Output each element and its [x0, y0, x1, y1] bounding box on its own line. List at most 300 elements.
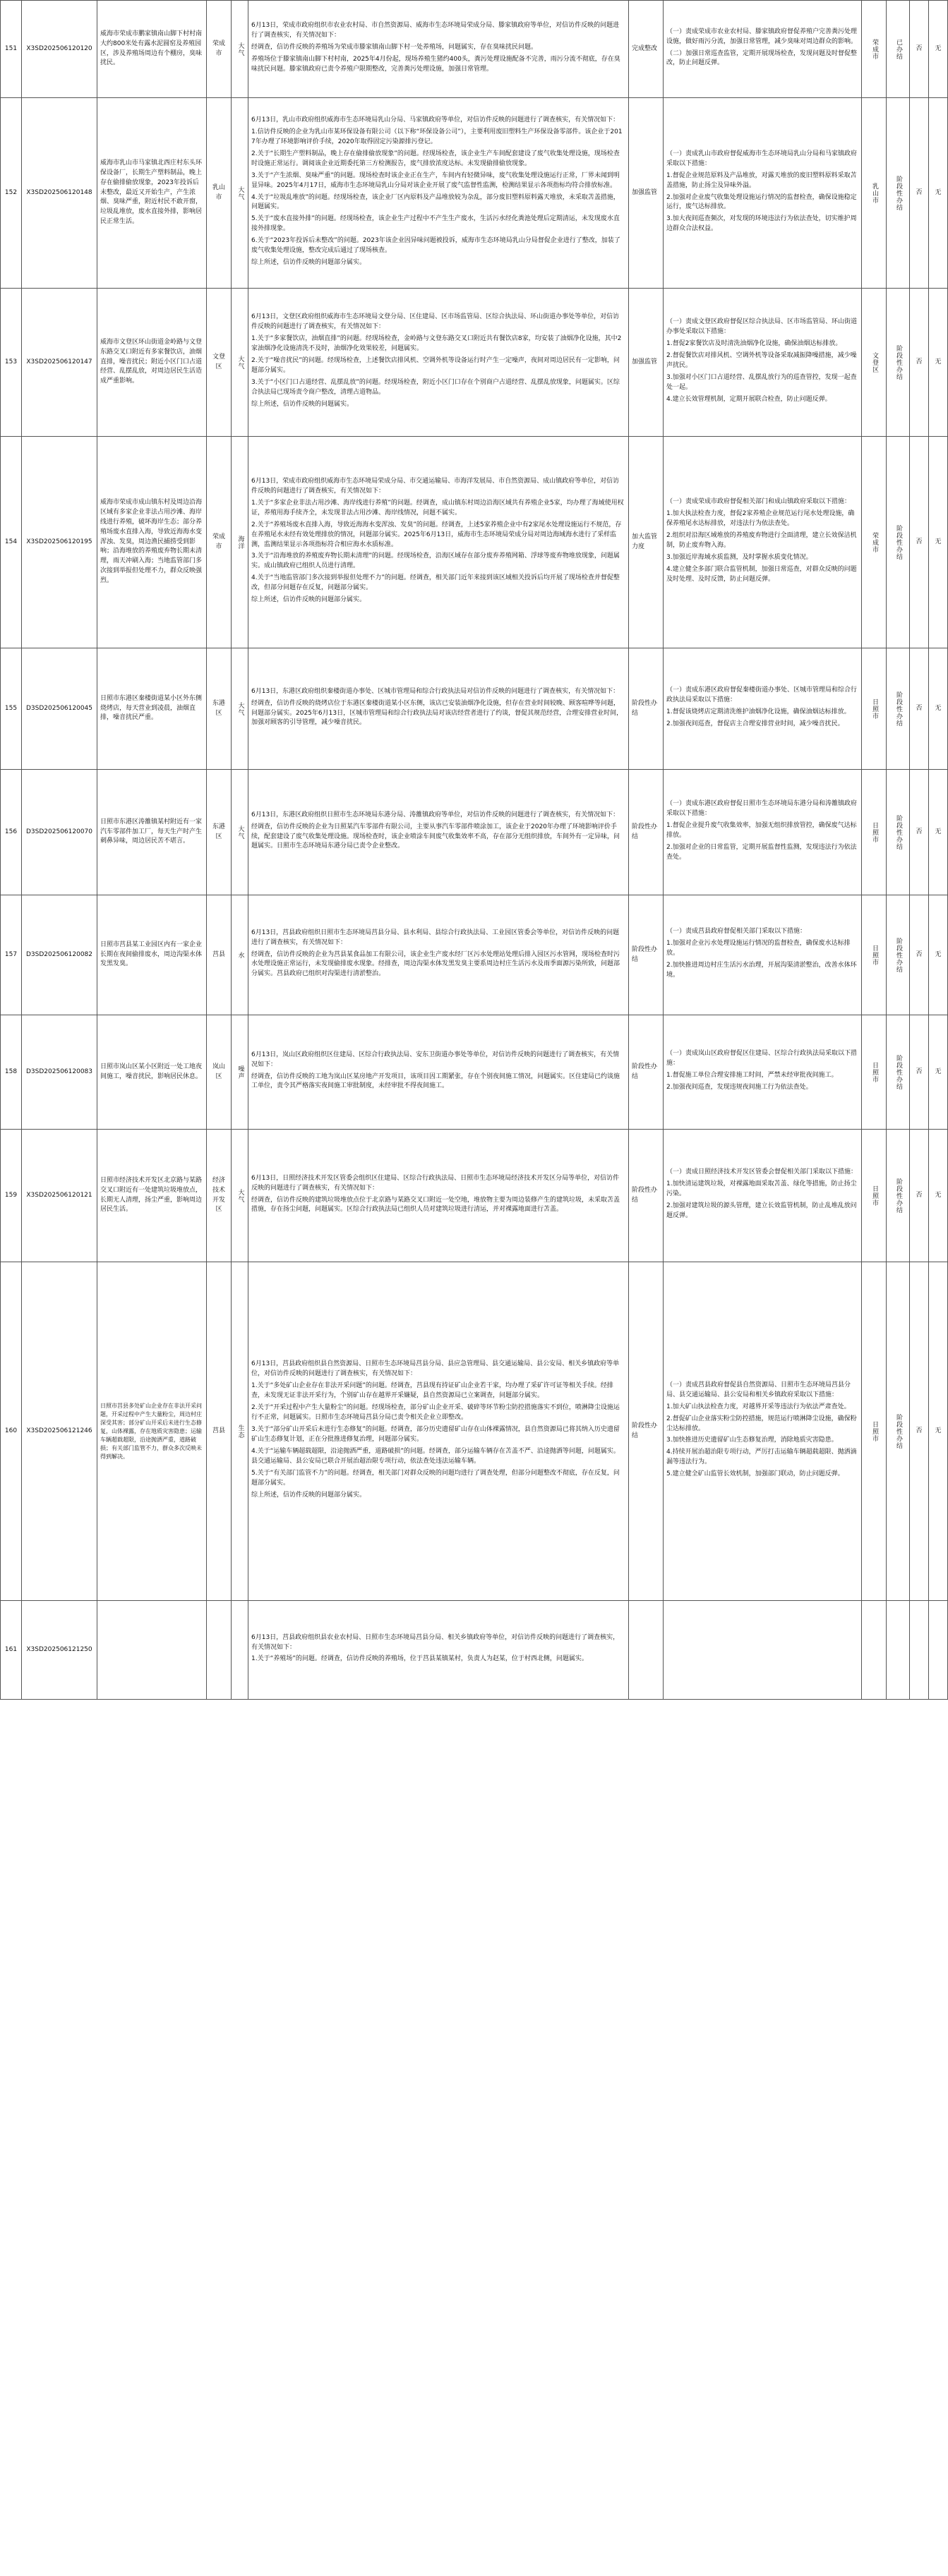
accountability-text: 否 — [916, 188, 923, 196]
rectification-paragraph: 3.加强对小区门口占道经营、乱摆乱放行为的巡查管控，发现一起查处一起。 — [666, 373, 857, 391]
verification-paragraph: 4.关于“运输车辆超载超限，沿途抛洒严重，道路破损”的问题。经调查，部分运输车辆存在苫盖不严、沿途抛洒等问题，问题属实。县交通运输局、县公安局已联合开展治超治限专项行动，依法查处违法运输车辆。 — [251, 1447, 620, 1465]
responsible-city-cell — [862, 1015, 887, 1130]
issue-cell — [97, 770, 207, 895]
accountability-text: 否 — [916, 44, 923, 52]
issue-text: 日照市莒县多处矿山企业存在非法开采问题，开采过程中产生大量粉尘，周边村庄深受其害；部分矿山开采后未进行生态修复，山体裸露，存在地质灾害隐患；运输车辆超载超限，沿途抛洒严重，道路破损；有关部门监管不力，群众多次反映未得到解决。 — [100, 1402, 202, 1460]
status-cell — [629, 1262, 664, 1601]
table-row — [1, 437, 948, 648]
rectification-cell — [664, 1601, 862, 1700]
pollution-type-text: 大气 — [236, 186, 244, 200]
area-text: 荣成市 — [212, 40, 225, 57]
verification-paragraph: 1.关于“多处矿山企业存在非法开采问题”的问题。经调查，莒县现有持证矿山企业若干家，均办理了采矿许可证等相关手续。经排查，未发现无证非法开采行为，个别矿山存在越界开采嫌疑，县自然资源局已立案调查，问题部分属实。 — [251, 1382, 613, 1400]
rectification-paragraph: （一）责成东港区政府督促秦楼街道办事处、区城市管理局和综合行政执法局采取以下措施： — [666, 687, 858, 704]
verification-paragraph: 综上所述，信访件反映的问题部分属实。 — [251, 596, 366, 604]
rectification-paragraph: 2.督促餐饮店对排风机、空调外机等设备采取减振降噪措施，减少噪声扰民。 — [666, 352, 857, 369]
verification-paragraph: 2.关于“养殖场废水直排入海，导致近海海水变浑浊、发臭”的问题。经调查，上述5家养殖企业中有2家尾水处理设施运行不规范，存在养殖尾水未经有效处理排放的情况，问题部分属实。2025年6月13日，威海市生态环境局荣成分局对周边海域海水进行了采样监测，监测结果显示各项指标符合相应海水水质标准。 — [251, 521, 622, 548]
status-cell — [629, 1015, 664, 1130]
accountability-text: 否 — [916, 950, 923, 958]
remarks-cell — [929, 648, 948, 770]
completion-cell — [887, 98, 910, 289]
remarks-text: 无 — [935, 704, 942, 712]
responsible-city-text: 荣成市 — [870, 531, 878, 553]
status-text: 阶段性办结 — [632, 823, 658, 840]
accountability-cell — [910, 1262, 929, 1601]
issue-cell — [97, 1262, 207, 1601]
rectification-paragraph: （一）责成莒县政府督促相关部门采取以下措施： — [666, 928, 807, 936]
issue-cell — [97, 1015, 207, 1130]
verification-paragraph: 经调查，信访件反映的工地为岚山区某房地产开发项目，该项目因工期紧张，存在个别夜间施工情况，问题属实。区住建局已约谈施工单位，责令其严格落实夜间施工审批制度，未经审批不得夜间施工。 — [251, 1072, 620, 1090]
verification-paragraph: 4.关于“垃圾乱堆放”的问题。经现场检查，该企业厂区内原料及产品堆放较为杂乱，部分废旧塑料原料露天堆放，未采取苫盖措施，问题属实。 — [251, 193, 620, 211]
completion-cell — [887, 1601, 910, 1700]
pollution-type-cell — [232, 770, 248, 895]
issue-cell — [97, 437, 207, 648]
verification-paragraph: 3.关于“沿海堆放的养殖废弃物长期未清理”的问题。经现场检查，沿海区域存在部分废弃养殖网箱、浮球等废弃物堆放现象，问题属实。成山镇政府已组织人员进行清理。 — [251, 552, 620, 570]
table-row — [1, 1130, 948, 1262]
pollution-type-cell — [232, 437, 248, 648]
completion-cell — [887, 895, 910, 1015]
status-text: 阶段性办结 — [632, 699, 658, 717]
accountability-cell — [910, 1, 929, 98]
petition-code-text: D3SD202506120082 — [25, 950, 92, 958]
status-cell — [629, 289, 664, 437]
row-number-text: 154 — [4, 538, 18, 545]
remarks-cell — [929, 1601, 948, 1700]
verification-paragraph: 1.关于“多家企业非法占用沙滩、海岸线进行养殖”的问题。经调查，成山镇东村周边沿海区域共有养殖企业5家，均办理了海域使用权证，养殖用海手续齐全，未发现非法占用沙滩、海岸线情况，问题不属实。 — [251, 499, 624, 516]
issue-text: 威海市荣成市鹏家镇南山脚下村村南大约800米处有露水泥圆窑及养殖园区，涉及养殖场周边有个棚房，臭味扰民。 — [100, 30, 203, 67]
status-text: 阶段性办结 — [632, 1186, 658, 1204]
verification-paragraph: 经调查，信访件反映的养殖场为荣成市滕家镇南山脚下村一处养殖场，问题属实，存在臭味扰民问题。 — [251, 44, 538, 52]
responsible-city-cell — [862, 437, 887, 648]
accountability-cell — [910, 770, 929, 895]
responsible-city-cell — [862, 1130, 887, 1262]
status-cell — [629, 895, 664, 1015]
petition-code — [22, 770, 97, 895]
verification-paragraph: 6月13日，东港区政府组织秦楼街道办事处、区城市管理局和综合行政执法局对信访件反映的问题进行了调查核实，有关情况如下： — [251, 687, 620, 695]
rectification-paragraph: 1.加大执法检查力度，督促2家养殖企业规范运行尾水处理设施，确保养殖尾水达标排放，对违法行为依法查处。 — [666, 510, 855, 528]
verification-cell — [248, 1130, 629, 1262]
verification-cell — [248, 770, 629, 895]
responsible-city-text: 荣成市 — [870, 38, 878, 60]
rectification-cell — [664, 98, 862, 289]
remarks-cell — [929, 1130, 948, 1262]
status-cell — [629, 770, 664, 895]
verification-paragraph: 2.关于“长期生产塑料制品，晚上存在偷排偷放现象”的问题。经现场检查，该企业生产车间配套建设了废气收集处理设施，现场检查时设施正常运行。调阅该企业近期委托第三方检测报告，废气排放浓度达标。未发现偷排偷放现象。 — [251, 150, 620, 167]
rectification-paragraph: 4.建立长效管理机制，定期开展联合检查，防止问题反弹。 — [666, 395, 832, 403]
verification-paragraph: 6月13日，莒县政府组织县自然资源局、日照市生态环境局莒县分局、县应急管理局、县交通运输局、县公安局、相关乡镇政府等单位，对信访件反映的问题进行了调查核实，有关情况如下： — [251, 1360, 620, 1378]
table-row — [1, 1, 948, 98]
area-cell — [207, 770, 232, 895]
verification-cell — [248, 289, 629, 437]
table-row — [1, 289, 948, 437]
completion-text: 阶段性办结 — [894, 344, 902, 380]
petition-code-text: X3SD202506120195 — [26, 538, 92, 545]
verification-paragraph: 经调查，信访件反映的企业为日照某汽车零部件有限公司，主要从事汽车零部件喷涂加工，该企业于2020年办理了环境影响评价手续，配套建设了废气收集处理设施。现场检查时，该企业喷涂车间废气收集效率不高，存在部分无组织排放，车间外有一定异味，问题属实。日照市生态环境局东港分局已责令企业整改。 — [251, 823, 620, 850]
pollution-type-text: 大气 — [236, 825, 244, 840]
area-cell — [207, 1, 232, 98]
accountability-cell — [910, 1130, 929, 1262]
issue-cell — [97, 895, 207, 1015]
rectification-paragraph: 5.建立健全矿山监管长效机制，加强部门联动，防止问题反弹。 — [666, 1470, 844, 1478]
rectification-cell — [664, 1, 862, 98]
completion-cell — [887, 770, 910, 895]
status-cell — [629, 648, 664, 770]
row-number — [1, 648, 22, 770]
row-number-text: 151 — [4, 44, 18, 52]
completion-cell — [887, 1, 910, 98]
responsible-city-cell — [862, 895, 887, 1015]
area-text: 荣成市 — [212, 533, 225, 550]
verification-paragraph: 综上所述，信访件反映的问题部分属实。 — [251, 1491, 366, 1499]
issue-text: 日照市经济技术开发区北京路与某路交叉口附近有一处建筑垃圾堆放点，长期无人清理，扬尘严重，影响周边居民生活。 — [100, 1176, 203, 1214]
responsible-city-text: 日照市 — [870, 698, 878, 720]
completion-text: 阶段性办结 — [894, 524, 902, 560]
rectification-paragraph: 4.持续开展治超治限专项行动，严厉打击运输车辆超载超限、抛洒滴漏等违法行为。 — [666, 1449, 857, 1466]
verification-paragraph: 经调查，信访件反映的烧烤店位于东港区秦楼街道某小区东侧，该店已安装油烟净化设施，但存在营业时间较晚、顾客喧哗等问题，问题部分属实。2025年6月13日，区城市管理局和综合行政执法局对该店经营者进行了约谈，督促其规范经营，合理安排营业时间，加强对顾客的引导管理，减少噪音扰民。 — [251, 699, 623, 727]
rectification-paragraph: 3.加大夜间巡查频次，对发现的环境违法行为依法查处，切实维护周边群众合法权益。 — [666, 215, 857, 233]
completion-cell — [887, 1262, 910, 1601]
area-text: 莒县 — [212, 950, 225, 958]
petition-code-text: X3SD202506121250 — [26, 1645, 92, 1653]
status-text: 完成整改 — [632, 44, 658, 52]
row-number-text: 161 — [4, 1645, 18, 1653]
verification-paragraph: 6月13日，荣成市政府组织威海市生态环境局荣成分局、市交通运输局、市海洋发展局、市自然资源局、成山镇政府等单位，对信访件反映的问题进行了调查核实，有关情况如下： — [251, 477, 620, 495]
pollution-type-cell — [232, 289, 248, 437]
verification-paragraph: 经调查，信访件反映的企业为莒县某食品加工有限公司，该企业生产废水经厂区污水处理站处理后排入园区污水管网，现场检查时污水处理设施正常运行，未发现偷排废水现象。经排查，周边沟渠水体发黑发臭主要系周边村庄生活污水及雨季面源污染所致，问题部分属实。莒县政府已组织对沟渠进行清淤整治。 — [251, 950, 620, 978]
accountability-cell — [910, 648, 929, 770]
area-text: 莒县 — [212, 1427, 225, 1434]
table-row — [1, 770, 948, 895]
verification-paragraph: 4.关于“当地监管部门多次接到举报但处理不力”的问题。经调查，相关部门近年来接到该区域相关投诉后均开展了现场检查并督促整改，但部分问题存在反复，问题部分属实。 — [251, 574, 620, 592]
petition-code-text: D3SD202506120045 — [25, 704, 92, 712]
completion-text: 阶段性办结 — [894, 937, 902, 973]
responsible-city-text: 日照市 — [870, 944, 878, 966]
rectification-paragraph: 1.督促施工单位合理安排施工时间，严禁未经审批夜间施工。 — [666, 1072, 838, 1079]
remarks-cell — [929, 895, 948, 1015]
rectification-cell — [664, 289, 862, 437]
rectification-paragraph: （一）责成荣成市政府督促相关部门和成山镇政府采取以下措施： — [666, 498, 851, 506]
rectification-paragraph: 2.组织对沿海区域堆放的养殖废弃物进行全面清理，建立长效保洁机制，防止废弃物入海。 — [666, 532, 857, 549]
row-number-text: 159 — [4, 1191, 18, 1199]
petition-code-text: X3SD202506120120 — [26, 44, 92, 52]
petition-code — [22, 289, 97, 437]
issue-text: 日照市东港区涛雒镇某村附近有一家汽车零部件加工厂，每天生产时产生刺鼻异味，周边居民苦不堪言。 — [100, 818, 203, 845]
table-row — [1, 1601, 948, 1700]
responsible-city-text: 日照市 — [870, 1185, 878, 1207]
rectification-paragraph: 2.督促矿山企业落实粉尘防控措施，规范运行喷淋降尘设施，确保粉尘达标排放。 — [666, 1415, 857, 1432]
verification-paragraph: 3.关于“产生浓烟、臭味严重”的问题。现场检查时该企业正在生产，车间内有轻微异味，废气收集处理设施运行正常，厂界未闻到明显异味。2025年4月17日，威海市生态环境局乳山分局对该企业开展了废气监督性监测，检测结果显示各项指标均符合排放标准。 — [251, 171, 620, 189]
accountability-cell — [910, 1601, 929, 1700]
verification-cell — [248, 98, 629, 289]
issue-cell — [97, 1130, 207, 1262]
responsible-city-text: 日照市 — [870, 1061, 878, 1083]
area-cell — [207, 1130, 232, 1262]
verification-paragraph: 6月13日，乳山市政府组织威海市生态环境局乳山分局、马家镇政府等单位，对信访件反映的问题进行了调查核实，有关情况如下： — [251, 116, 620, 123]
petition-code — [22, 648, 97, 770]
row-number-text: 156 — [4, 828, 18, 835]
verification-cell — [248, 1601, 629, 1700]
rectification-cell — [664, 1130, 862, 1262]
pollution-type-text: 大气 — [236, 701, 244, 716]
issue-cell — [97, 98, 207, 289]
petition-code — [22, 437, 97, 648]
table-row — [1, 1015, 948, 1130]
row-number-text: 160 — [4, 1427, 18, 1434]
area-cell — [207, 1015, 232, 1130]
row-number — [1, 770, 22, 895]
verification-paragraph: 6月13日，莒县政府组织县农业农村局、日照市生态环境局莒县分局、相关乡镇政府等单位，对信访件反映的问题进行了调查核实，有关情况如下： — [251, 1633, 620, 1651]
row-number — [1, 98, 22, 289]
table-row — [1, 98, 948, 289]
area-text: 乳山市 — [212, 183, 225, 201]
completion-text: 阶段性办结 — [894, 175, 902, 211]
verification-paragraph: 5.关于“有关部门监管不力”的问题。经调查，相关部门对群众反映的问题均进行了调查处理，但部分问题整改不彻底，存在反复，问题部分属实。 — [251, 1469, 620, 1487]
rectification-cell — [664, 1262, 862, 1601]
petition-code-text: X3SD202506120148 — [26, 188, 92, 196]
area-cell — [207, 437, 232, 648]
remarks-text: 无 — [935, 358, 942, 365]
accountability-cell — [910, 98, 929, 289]
issue-cell — [97, 1601, 207, 1700]
row-number-text: 153 — [4, 358, 18, 365]
rectification-paragraph: 1.督促2家餐饮店及时清洗油烟净化设施，确保油烟达标排放。 — [666, 340, 842, 348]
remarks-text: 无 — [935, 1068, 942, 1075]
issue-text: 威海市乳山市马家镇北西庄村东头环保设备厂，长期生产塑料制品，晚上存在偷排偷放现象，2023年投诉后未整改，最近又开始生产，产生浓烟、臭味严重，附近村民不敢开窗，垃圾乱堆放，废水直接外排，影响居民正常生活。 — [100, 159, 203, 226]
remarks-cell — [929, 770, 948, 895]
rectification-paragraph: 3.加快推进历史遗留矿山生态修复治理，消除地质灾害隐患。 — [666, 1437, 838, 1444]
petition-code-text: X3SD202506120121 — [26, 1191, 92, 1199]
row-number — [1, 1262, 22, 1601]
accountability-text: 否 — [916, 538, 923, 545]
verification-paragraph: 经调查，信访件反映的建筑垃圾堆放点位于北京路与某路交叉口附近一处空地，堆放物主要为周边装修产生的建筑垃圾，未采取苫盖措施，存在扬尘问题，问题属实。区综合行政执法局已组织人员对建筑垃圾进行清运，并对裸露地面进行苫盖。 — [251, 1196, 620, 1214]
responsible-city-cell — [862, 1, 887, 98]
remarks-text: 无 — [935, 950, 942, 958]
rectification-cell — [664, 437, 862, 648]
status-text: 加强监管 — [632, 188, 658, 196]
verification-paragraph: 1.关于“多家餐饮店，油烟直排”的问题。经现场检查，金岭路与文登东路交叉口附近共有餐饮店8家，均安装了油烟净化设施，其中2家油烟净化设施清洗不及时，油烟净化效果较差，问题属实。 — [251, 335, 622, 353]
rectification-paragraph: （二）加强日常巡查监管，定期开展现场检查，发现问题及时督促整改，防止问题反弹。 — [666, 49, 858, 67]
petition-code — [22, 1601, 97, 1700]
completion-cell — [887, 1130, 910, 1262]
issue-cell — [97, 1, 207, 98]
verification-paragraph: 6月13日，日照经济技术开发区管委会组织区住建局、区综合行政执法局、日照市生态环境局经济技术开发区分局等单位，对信访件反映的问题进行了调查核实，有关情况如下： — [251, 1174, 620, 1192]
issue-text: 日照市东港区秦楼街道某小区外东侧烧烤店，每天营业到凌晨，油烟直排，噪音扰民严重。 — [100, 694, 203, 722]
remarks-cell — [929, 98, 948, 289]
rectification-paragraph: 1.加大矿山执法检查力度，对越界开采等违法行为依法严肃查处。 — [666, 1403, 851, 1410]
status-text: 加大监管力度 — [632, 533, 658, 550]
petition-code — [22, 1130, 97, 1262]
row-number-text: 158 — [4, 1068, 18, 1075]
rectification-paragraph: 2.加强夜间巡查，发现违规夜间施工行为依法查处。 — [666, 1083, 812, 1091]
area-text: 东港区 — [212, 823, 225, 840]
area-text: 岚山区 — [212, 1063, 225, 1080]
pollution-type-text: 大气 — [236, 355, 244, 370]
responsible-city-cell — [862, 648, 887, 770]
remarks-cell — [929, 1015, 948, 1130]
row-number — [1, 1601, 22, 1700]
verification-paragraph: 6月13日，岚山区政府组织区住建局、区综合行政执法局、安东卫街道办事处等单位，对信访件反映的问题进行了调查核实，有关情况如下： — [251, 1051, 620, 1068]
responsible-city-text: 日照市 — [870, 821, 878, 843]
area-text: 经济技术开发区 — [212, 1176, 225, 1214]
accountability-cell — [910, 437, 929, 648]
accountability-text: 否 — [916, 1068, 923, 1075]
verification-paragraph: 6月13日，荣成市政府组织市农业农村局、市自然资源局、威海市生态环境局荣成分局、滕家镇政府等单位，对信访件反映的问题进行了调查核实，有关情况如下： — [251, 22, 620, 40]
area-cell — [207, 98, 232, 289]
row-number-text: 157 — [4, 950, 18, 958]
rectification-paragraph: （一）责成乳山市政府督促威海市生态环境局乳山分局和马家镇政府采取以下措施： — [666, 150, 858, 167]
area-cell — [207, 289, 232, 437]
area-cell — [207, 648, 232, 770]
pollution-type-text: 水 — [236, 951, 244, 959]
remarks-text: 无 — [935, 1191, 942, 1199]
petition-code-text: X3SD202506121246 — [26, 1427, 92, 1434]
pollution-type-cell — [232, 895, 248, 1015]
accountability-text: 否 — [916, 704, 923, 712]
pollution-type-text: 生态 — [236, 1424, 244, 1439]
rectification-paragraph: 1.加快清运建筑垃圾，对裸露地面采取苫盖、绿化等措施，防止扬尘污染。 — [666, 1180, 857, 1198]
table-row — [1, 648, 948, 770]
verification-paragraph: 6月13日，东港区政府组织日照市生态环境局东港分局、涛雒镇政府等单位，对信访件反映的问题进行了调查核实，有关情况如下： — [251, 811, 620, 818]
petition-code — [22, 1262, 97, 1601]
completion-text: 阶段性办结 — [894, 1413, 902, 1449]
status-cell — [629, 1130, 664, 1262]
rectification-paragraph: 2.加强对企业的日常监管，定期开展监督性监测，发现违法行为依法查处。 — [666, 843, 857, 861]
table-row — [1, 1262, 948, 1601]
verification-cell — [248, 648, 629, 770]
rectification-paragraph: 1.加强对企业污水处理设施运行情况的监督检查，确保废水达标排放。 — [666, 940, 851, 957]
verification-cell — [248, 437, 629, 648]
responsible-city-text: 乳山市 — [870, 182, 878, 204]
verification-paragraph: 1.关于“养殖场”的问题。经调查，信访件反映的养殖场，位于莒县某镇某村，负责人为赵某，位于村西北侧，问题属实。 — [251, 1655, 588, 1663]
status-text: 阶段性办结 — [632, 945, 658, 963]
verification-paragraph: 2.关于“开采过程中产生大量粉尘”的问题。经现场检查，部分矿山企业开采、破碎等环节粉尘防控措施落实不到位，喷淋降尘设施运行不正常，问题属实。日照市生态环境局莒县分局已责令相关企业立即整改。 — [251, 1404, 620, 1422]
completion-cell — [887, 1015, 910, 1130]
accountability-text: 否 — [916, 358, 923, 365]
rectification-paragraph: 2.加快推进周边村庄生活污水治理，开展沟渠清淤整治，改善水体环境。 — [666, 961, 857, 979]
area-cell — [207, 1262, 232, 1601]
completion-text: 阶段性办结 — [894, 1054, 902, 1090]
verification-cell — [248, 1, 629, 98]
area-cell — [207, 1601, 232, 1700]
accountability-text: 否 — [916, 1427, 923, 1434]
issue-text: 日照市岚山区某小区附近一处工地夜间施工，噪音扰民，影响居民休息。 — [100, 1063, 203, 1080]
pollution-type-text: 大气 — [236, 42, 244, 56]
remarks-text: 无 — [935, 44, 942, 52]
area-cell — [207, 895, 232, 1015]
rectification-paragraph: （一）责成荣成市农业农村局、滕家镇政府督促养殖户完善粪污处理设施，做好雨污分流，加强日常管理，减少臭味对周边群众的影响。 — [666, 28, 858, 45]
rectification-paragraph: 3.加强近岸海域水质监测，及时掌握水质变化情况。 — [666, 553, 812, 561]
rectification-paragraph: （一）责成文登区政府督促区综合执法局、区市场监管局、环山街道办事处采取以下措施： — [666, 318, 858, 336]
status-cell — [629, 98, 664, 289]
pollution-type-cell — [232, 1130, 248, 1262]
remarks-cell — [929, 437, 948, 648]
row-number — [1, 289, 22, 437]
row-number — [1, 1, 22, 98]
rectification-cell — [664, 648, 862, 770]
petition-code — [22, 895, 97, 1015]
petition-code-text: D3SD202506120070 — [25, 828, 92, 835]
remarks-text: 无 — [935, 188, 942, 196]
pollution-type-cell — [232, 98, 248, 289]
row-number-text: 152 — [4, 188, 18, 196]
rectification-paragraph: 2.加强夜间巡查，督促店主合理安排营业时间，减少噪音扰民。 — [666, 720, 844, 727]
rectification-paragraph: 2.加强对建筑垃圾的源头管理，建立长效监管机制，防止乱堆乱放问题反弹。 — [666, 1202, 857, 1219]
rectification-paragraph: （一）责成岚山区政府督促区住建局、区综合行政执法局采取以下措施： — [666, 1050, 858, 1068]
pollution-type-cell — [232, 1262, 248, 1601]
accountability-text: 否 — [916, 828, 923, 835]
rectification-cell — [664, 895, 862, 1015]
remarks-text: 无 — [935, 828, 942, 835]
petition-code — [22, 1, 97, 98]
pollution-type-text: 大气 — [236, 1188, 244, 1203]
completion-cell — [887, 648, 910, 770]
row-number — [1, 1130, 22, 1262]
pollution-type-cell — [232, 1, 248, 98]
remarks-text: 无 — [935, 1427, 942, 1434]
rectification-paragraph: （一）责成莒县政府督促县自然资源局、日照市生态环境局莒县分局、县交通运输局、县公安局和相关乡镇政府采取以下措施： — [666, 1381, 851, 1398]
remarks-cell — [929, 289, 948, 437]
petition-code-text: D3SD202506120083 — [25, 1068, 92, 1075]
completion-cell — [887, 289, 910, 437]
responsible-city-text: 文登区 — [870, 351, 878, 373]
accountability-cell — [910, 895, 929, 1015]
area-text: 文登区 — [212, 353, 225, 370]
row-number — [1, 1015, 22, 1130]
petition-code — [22, 1015, 97, 1130]
verification-paragraph: 6月13日，文登区政府组织威海市生态环境局文登分局、区住建局、区市场监管局、区综合执法局、环山街道办事处等单位，对信访件反映的问题进行了调查核实，有关情况如下： — [251, 313, 620, 331]
rectification-cell — [664, 770, 862, 895]
row-number-text: 155 — [4, 704, 18, 712]
verification-cell — [248, 1015, 629, 1130]
remarks-cell — [929, 1, 948, 98]
rectification-paragraph: 1.督促企业提升废气收集效率，加强无组织排放管控，确保废气达标排放。 — [666, 822, 857, 839]
rectification-paragraph: 1.督促该烧烤店定期清洗维护油烟净化设施，确保油烟达标排放。 — [666, 708, 851, 715]
verification-paragraph: 6月13日，莒县政府组织日照市生态环境局莒县分局、县水利局、县综合行政执法局、工业园区管委会等单位，对信访件反映的问题进行了调查核实，有关情况如下： — [251, 929, 620, 946]
row-number — [1, 895, 22, 1015]
issue-text: 威海市文登区环山街道金岭路与文登东路交叉口附近有多家餐饮店，油烟直排，噪音扰民；附近小区门口占道经营、乱摆乱放，对周边居民生活造成严重影响。 — [100, 338, 203, 385]
verification-paragraph: 养殖场位于滕家镇南山脚下村村南，2025年4月份起，现场养殖生猪约400头，粪污处理设施配备不完善，雨污分流不彻底，存在臭味扰民问题。滕家镇政府已责令养殖户限期整改，完善粪污处理设施，加强日常管理。 — [251, 55, 620, 73]
status-cell — [629, 1, 664, 98]
status-cell — [629, 437, 664, 648]
status-text: 加强监管 — [632, 358, 658, 365]
verification-paragraph: 5.关于“废水直接外排”的问题。经现场检查，该企业生产过程中不产生生产废水，生活污水经化粪池处理后定期清运，未发现废水直接外排现象。 — [251, 215, 620, 233]
pollution-type-text: 海洋 — [236, 535, 244, 550]
verification-paragraph: 6.关于“2023年投诉后未整改”的问题。2023年该企业因异味问题被投诉，威海市生态环境局乳山分局督促企业进行了整改，加装了废气收集处理设施，整改完成后通过了现场核查。 — [251, 237, 620, 255]
verification-paragraph: 综上所述，信访件反映的问题属实。 — [251, 400, 354, 408]
rectification-paragraph: 1.督促企业规范原料及产品堆放，对露天堆放的废旧塑料原料采取苫盖措施，防止扬尘及异味外溢。 — [666, 171, 857, 189]
verification-cell — [248, 895, 629, 1015]
remarks-text: 无 — [935, 538, 942, 545]
status-text: 阶段性办结 — [632, 1063, 658, 1080]
pollution-type-cell — [232, 1015, 248, 1130]
completion-text: 阶段性办结 — [894, 814, 902, 850]
petition-table-body — [1, 1, 948, 1700]
rectification-cell — [664, 1015, 862, 1130]
pollution-type-cell — [232, 1601, 248, 1700]
pollution-type-text: 噪声 — [236, 1065, 244, 1080]
responsible-city-cell — [862, 289, 887, 437]
row-number — [1, 437, 22, 648]
status-text: 阶段性办结 — [632, 1422, 658, 1439]
issue-text: 日照市莒县某工业园区内有一家企业长期在夜间偷排废水，周边沟渠水体发黑发臭。 — [100, 941, 203, 968]
petition-code — [22, 98, 97, 289]
rectification-paragraph: （一）责成东港区政府督促日照市生态环境局东港分局和涛雒镇政府采取以下措施： — [666, 800, 858, 818]
verification-paragraph: 综上所述，信访件反映的问题部分属实。 — [251, 259, 366, 267]
status-cell — [629, 1601, 664, 1700]
area-text: 东港区 — [212, 699, 225, 717]
rectification-paragraph: 2.加强对企业废气收集处理设施运行情况的监督检查，确保设施稳定运行，废气达标排放。 — [666, 193, 857, 211]
verification-paragraph: 3.关于“部分矿山开采后未进行生态修复”的问题。经调查，部分历史遗留矿山存在山体裸露情况，县自然资源局已将其纳入历史遗留矿山生态修复计划，正在分批推进修复治理，问题部分属实。 — [251, 1426, 620, 1443]
responsible-city-cell — [862, 1601, 887, 1700]
